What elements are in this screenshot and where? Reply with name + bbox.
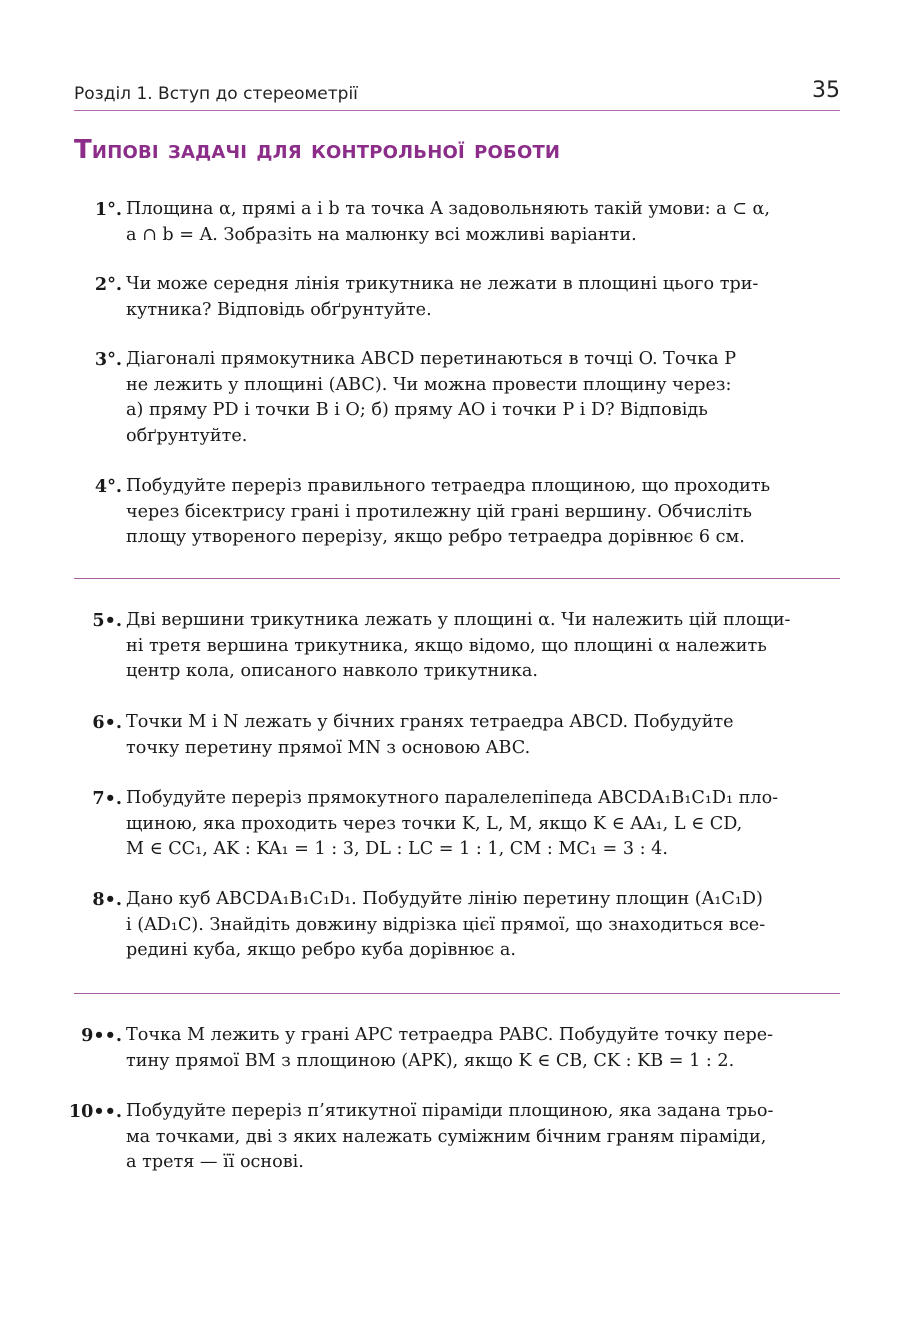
section-title: Типові задачі для контрольної роботи: [74, 135, 561, 165]
section-divider: [74, 993, 840, 994]
task-number: 5•.: [92, 610, 122, 631]
task-10: [68, 1099, 840, 1176]
task-number: 3°.: [94, 349, 122, 370]
task-text: Побудуйте переріз п’ятикутної піраміди площиною, яка задана трьо- ма точками, дві з яких належать суміжним бічним граням піраміди, а третя — її основі.: [126, 1101, 774, 1172]
task-8: [74, 887, 840, 964]
task-number: 7•.: [92, 788, 122, 809]
task-number: 9••.: [81, 1025, 122, 1046]
task-text: Точка M лежить у грані APC тетраедра PABC. Побудуйте точку пере- тину прямої BM з площиною (APK), якщо K ∈ CB, CK : KB = 1 : 2.: [126, 1025, 774, 1071]
task-3: [74, 347, 840, 449]
task-6: [74, 710, 840, 761]
task-number: 6•.: [92, 712, 122, 733]
task-number: 10••.: [68, 1101, 122, 1122]
task-text: Чи може середня лінія трикутника не лежати в площині цього три- кутника? Відповідь обґрунтуйте.: [126, 274, 759, 320]
task-number: 2°.: [94, 274, 122, 295]
task-number: 8•.: [92, 889, 122, 910]
task-1: [74, 197, 840, 248]
task-text: Дві вершини трикутника лежать у площині α. Чи належить цій площи- ні третя вершина трикутника, якщо відомо, що площині α належить центр кола, описаного навколо трикутника.: [126, 610, 791, 681]
page-number: 35: [812, 78, 840, 103]
task-text: Побудуйте переріз правильного тетраедра площиною, що проходить через бісектрису грані і протилежну цій грані вершину. Обчисліть площу утвореного перерізу, якщо ребро тетраедра дорівнює 6 см.: [126, 476, 771, 547]
task-text: Діагоналі прямокутника ABCD перетинаються в точці O. Точка P не лежить у площині (ABC). Чи можна провести площину через: а) пряму PD і точки B і O; б) пряму AO і точки P і D? Відповідь обґрунтуйте.: [126, 349, 737, 446]
section-divider: [74, 578, 840, 579]
task-text: Дано куб ABCDA₁B₁C₁D₁. Побудуйте лінію перетину площин (A₁C₁D) і (AD₁C). Знайдіть довжину відрізка цієї прямої, що знаходиться все- редині куба, якщо ребро куба дорівнює a.: [126, 889, 766, 960]
task-number: 4°.: [94, 476, 122, 497]
task-text: Побудуйте переріз прямокутного паралелепіпеда ABCDA₁B₁C₁D₁ пло- щиною, яка проходить через точки K, L, M, якщо K ∈ AA₁, L ∈ CD, M ∈ CC₁, AK : KA₁ = 1 : 3, DL : LC = 1 : 1, CM : MC₁ = 3 : 4.: [126, 788, 779, 859]
task-text: Точки M і N лежать у бічних гранях тетраедра ABCD. Побудуйте точку перетину прямої MN з основою ABC.: [126, 712, 734, 758]
task-5: [74, 608, 840, 685]
task-4: [74, 474, 840, 551]
task-2: [74, 272, 840, 323]
chapter-title: Розділ 1. Вступ до стереометрії: [74, 84, 358, 104]
task-text: Площина α, прямі a і b та точка A задовольняють такій умови: a ⊂ α, a ∩ b = A. Зобразіть на малюнку всі можливі варіанти.: [126, 199, 771, 245]
page-header: [74, 78, 840, 111]
task-number: 1°.: [94, 199, 122, 220]
task-7: [74, 786, 840, 863]
task-9: [74, 1023, 840, 1074]
